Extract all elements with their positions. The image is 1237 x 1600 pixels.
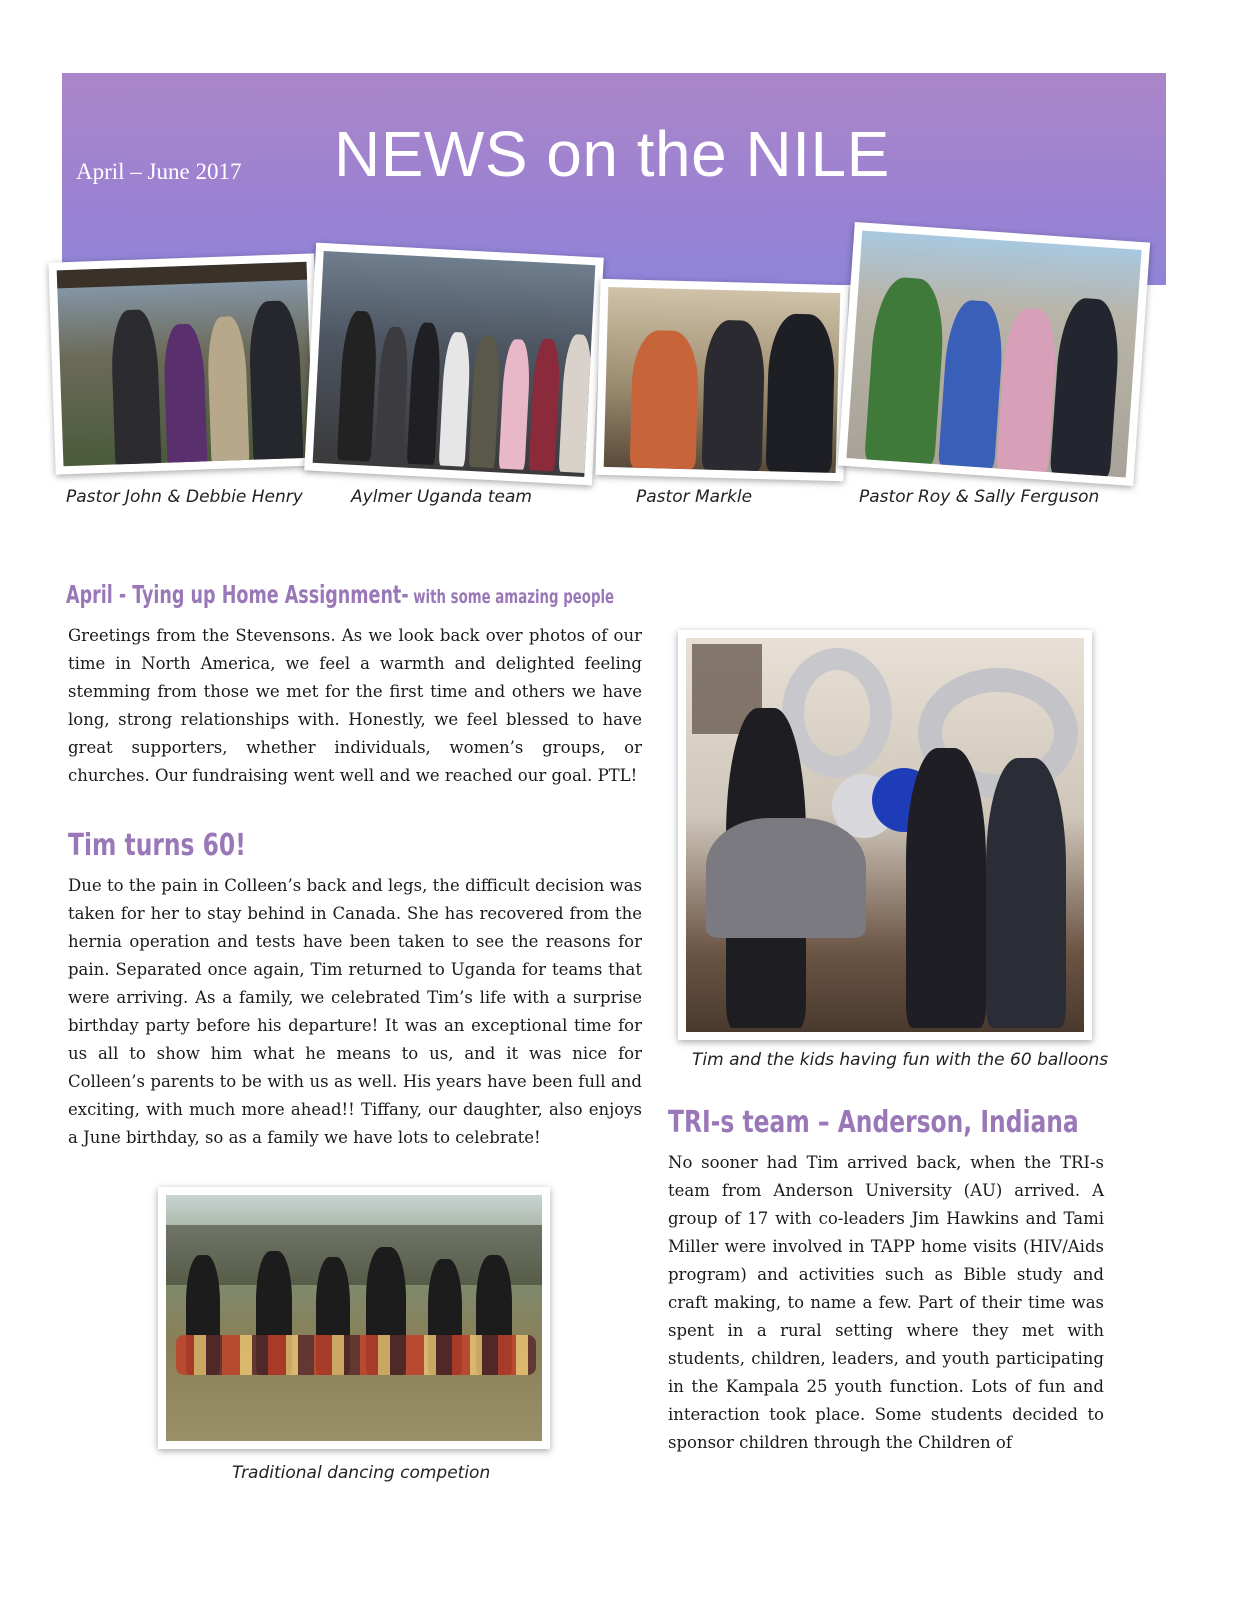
newsletter-title: NEWS on the NILE (334, 118, 890, 190)
caption-henry: Pastor John & Debbie Henry (66, 487, 303, 507)
caption-ferguson: Pastor Roy & Sally Ferguson (859, 487, 1100, 507)
photo-henry (48, 253, 321, 474)
section-body-tim-60: Due to the pain in Colleen’s back and legs, the difficult decision was taken for her to stay behind in Canada. She has recovered from the hernia operation and tests have been taken to see the reasons for pain. Separated once again, Tim returned to Uganda for teams that were arriving. As a family, we celebrated Tim’s life with a surprise birthday party before his departure! It was an exceptional time for us all to show him what he means to us, and it was nice for Colleen’s parents to be with us as well. His years have been full and exciting, with much more ahead!! Tiffany, our daughter, also enjoys a June birthday, so as a family we have lots to celebrate! (68, 876, 642, 1147)
caption-balloons: Tim and the kids having fun with the 60 balloons (692, 1050, 1109, 1070)
section-heading-april (66, 580, 614, 609)
photo-balloons (678, 630, 1092, 1040)
photo-aylmer-team (304, 243, 604, 486)
photo-ferguson (838, 222, 1150, 486)
section-heading-tim-60: Tim turns 60! (68, 828, 246, 863)
section-body-tri-s: No sooner had Tim arrived back, when the TRI-s team from Anderson University (AU) arrived. A group of 17 with co-leaders Jim Hawkins and Tami Miller were involved in TAPP home visits (HIV/Aids program) and activities such as Bible study and craft making, to name a few. Part of their time was spent in a rural setting where they met with students, children, leaders, and youth participating in the Kampala 25 youth function. Lots of fun and interaction took place. Some students decided to sponsor children through the Children of (668, 1153, 1104, 1452)
section-heading-tri-s: TRI-s team – Anderson, Indiana (668, 1105, 1079, 1140)
section-body-april: Greetings from the Stevensons. As we look back over photos of our time in North America, we feel a warmth and delighted feeling stemming from those we met for the first time and others we have long, strong relationships with. Honestly, we feel blessed to have great supporters, whether individuals, women’s groups, or churches. Our fundraising went well and we reached our goal. PTL! (68, 626, 642, 785)
photo-markle (595, 279, 848, 481)
caption-dancing: Traditional dancing competion (232, 1463, 491, 1483)
caption-markle: Pastor Markle (636, 487, 753, 507)
section-heading-april-main: April - Tying up Home Assignment- (66, 580, 409, 609)
section-heading-april-sub: with some amazing people (408, 586, 615, 608)
caption-aylmer-team: Aylmer Uganda team (351, 487, 532, 507)
issue-date: April – June 2017 (76, 159, 242, 184)
photo-dancing (158, 1187, 550, 1449)
